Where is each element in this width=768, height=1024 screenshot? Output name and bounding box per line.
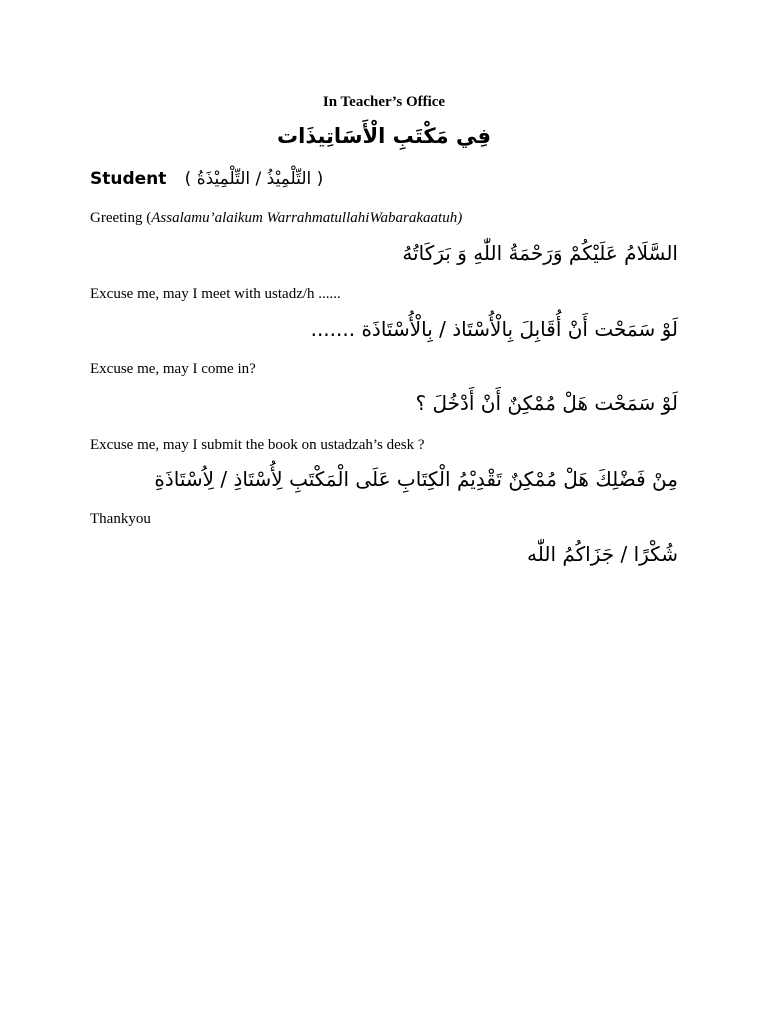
phrase-meet-english: Excuse me, may I meet with ustadz/h ......: [90, 286, 341, 302]
role-heading: [90, 168, 690, 198]
phrase-greeting-arabic: السَّلَامُ عَلَيْكُمْ وَرَحْمَةُ اللّٰهِ وَ بَرَكَاتُهُ: [402, 241, 678, 265]
phrase-greeting-english: [90, 210, 680, 227]
phrase-thankyou-english: Thankyou: [90, 511, 151, 527]
phrase-meet-arabic: لَوْ سَمَحْت أَنْ أُقَابِلَ بِالْأُسْتَاذ / بِالْأُسْتَاذَة .......: [310, 317, 678, 341]
phrase-submit-book-english: Excuse me, may I submit the book on ustadzah’s desk ?: [90, 437, 425, 453]
phrase-come-in-arabic: لَوْ سَمَحْت هَلْ مُمْكِنٌ أَنْ أَدْخُلَ ؟: [415, 391, 678, 415]
page-title-arabic: فِي مَكْتَبِ الْأَسَاتِيذَات: [277, 124, 491, 148]
phrase-submit-book-arabic: مِنْ فَضْلِكَ هَلْ مُمْكِنٌ تَقْدِيْمُ الْكِتَابِ عَلَى الْمَكْتَبِ لِأُسْتَاذِ / لِاُسْتَاذَةِ: [154, 467, 678, 491]
phrase-come-in-english: Excuse me, may I come in?: [90, 361, 256, 377]
role-label-english: Student: [90, 169, 167, 190]
page-title-english: In Teacher’s Office: [322, 94, 446, 110]
phrase-greeting-prefix: Greeting (: [90, 210, 152, 226]
role-label-arabic: ( التِّلْمِيْذُ / التِّلْمِيْذَةُ ): [184, 169, 324, 190]
phrase-thankyou-arabic: شُكْرًا / جَزَاكُمُ اللّٰه: [527, 542, 678, 566]
phrase-greeting-transliteration: Assalamu’alaikum WarrahmatullahiWabarakaatuh): [151, 210, 463, 226]
